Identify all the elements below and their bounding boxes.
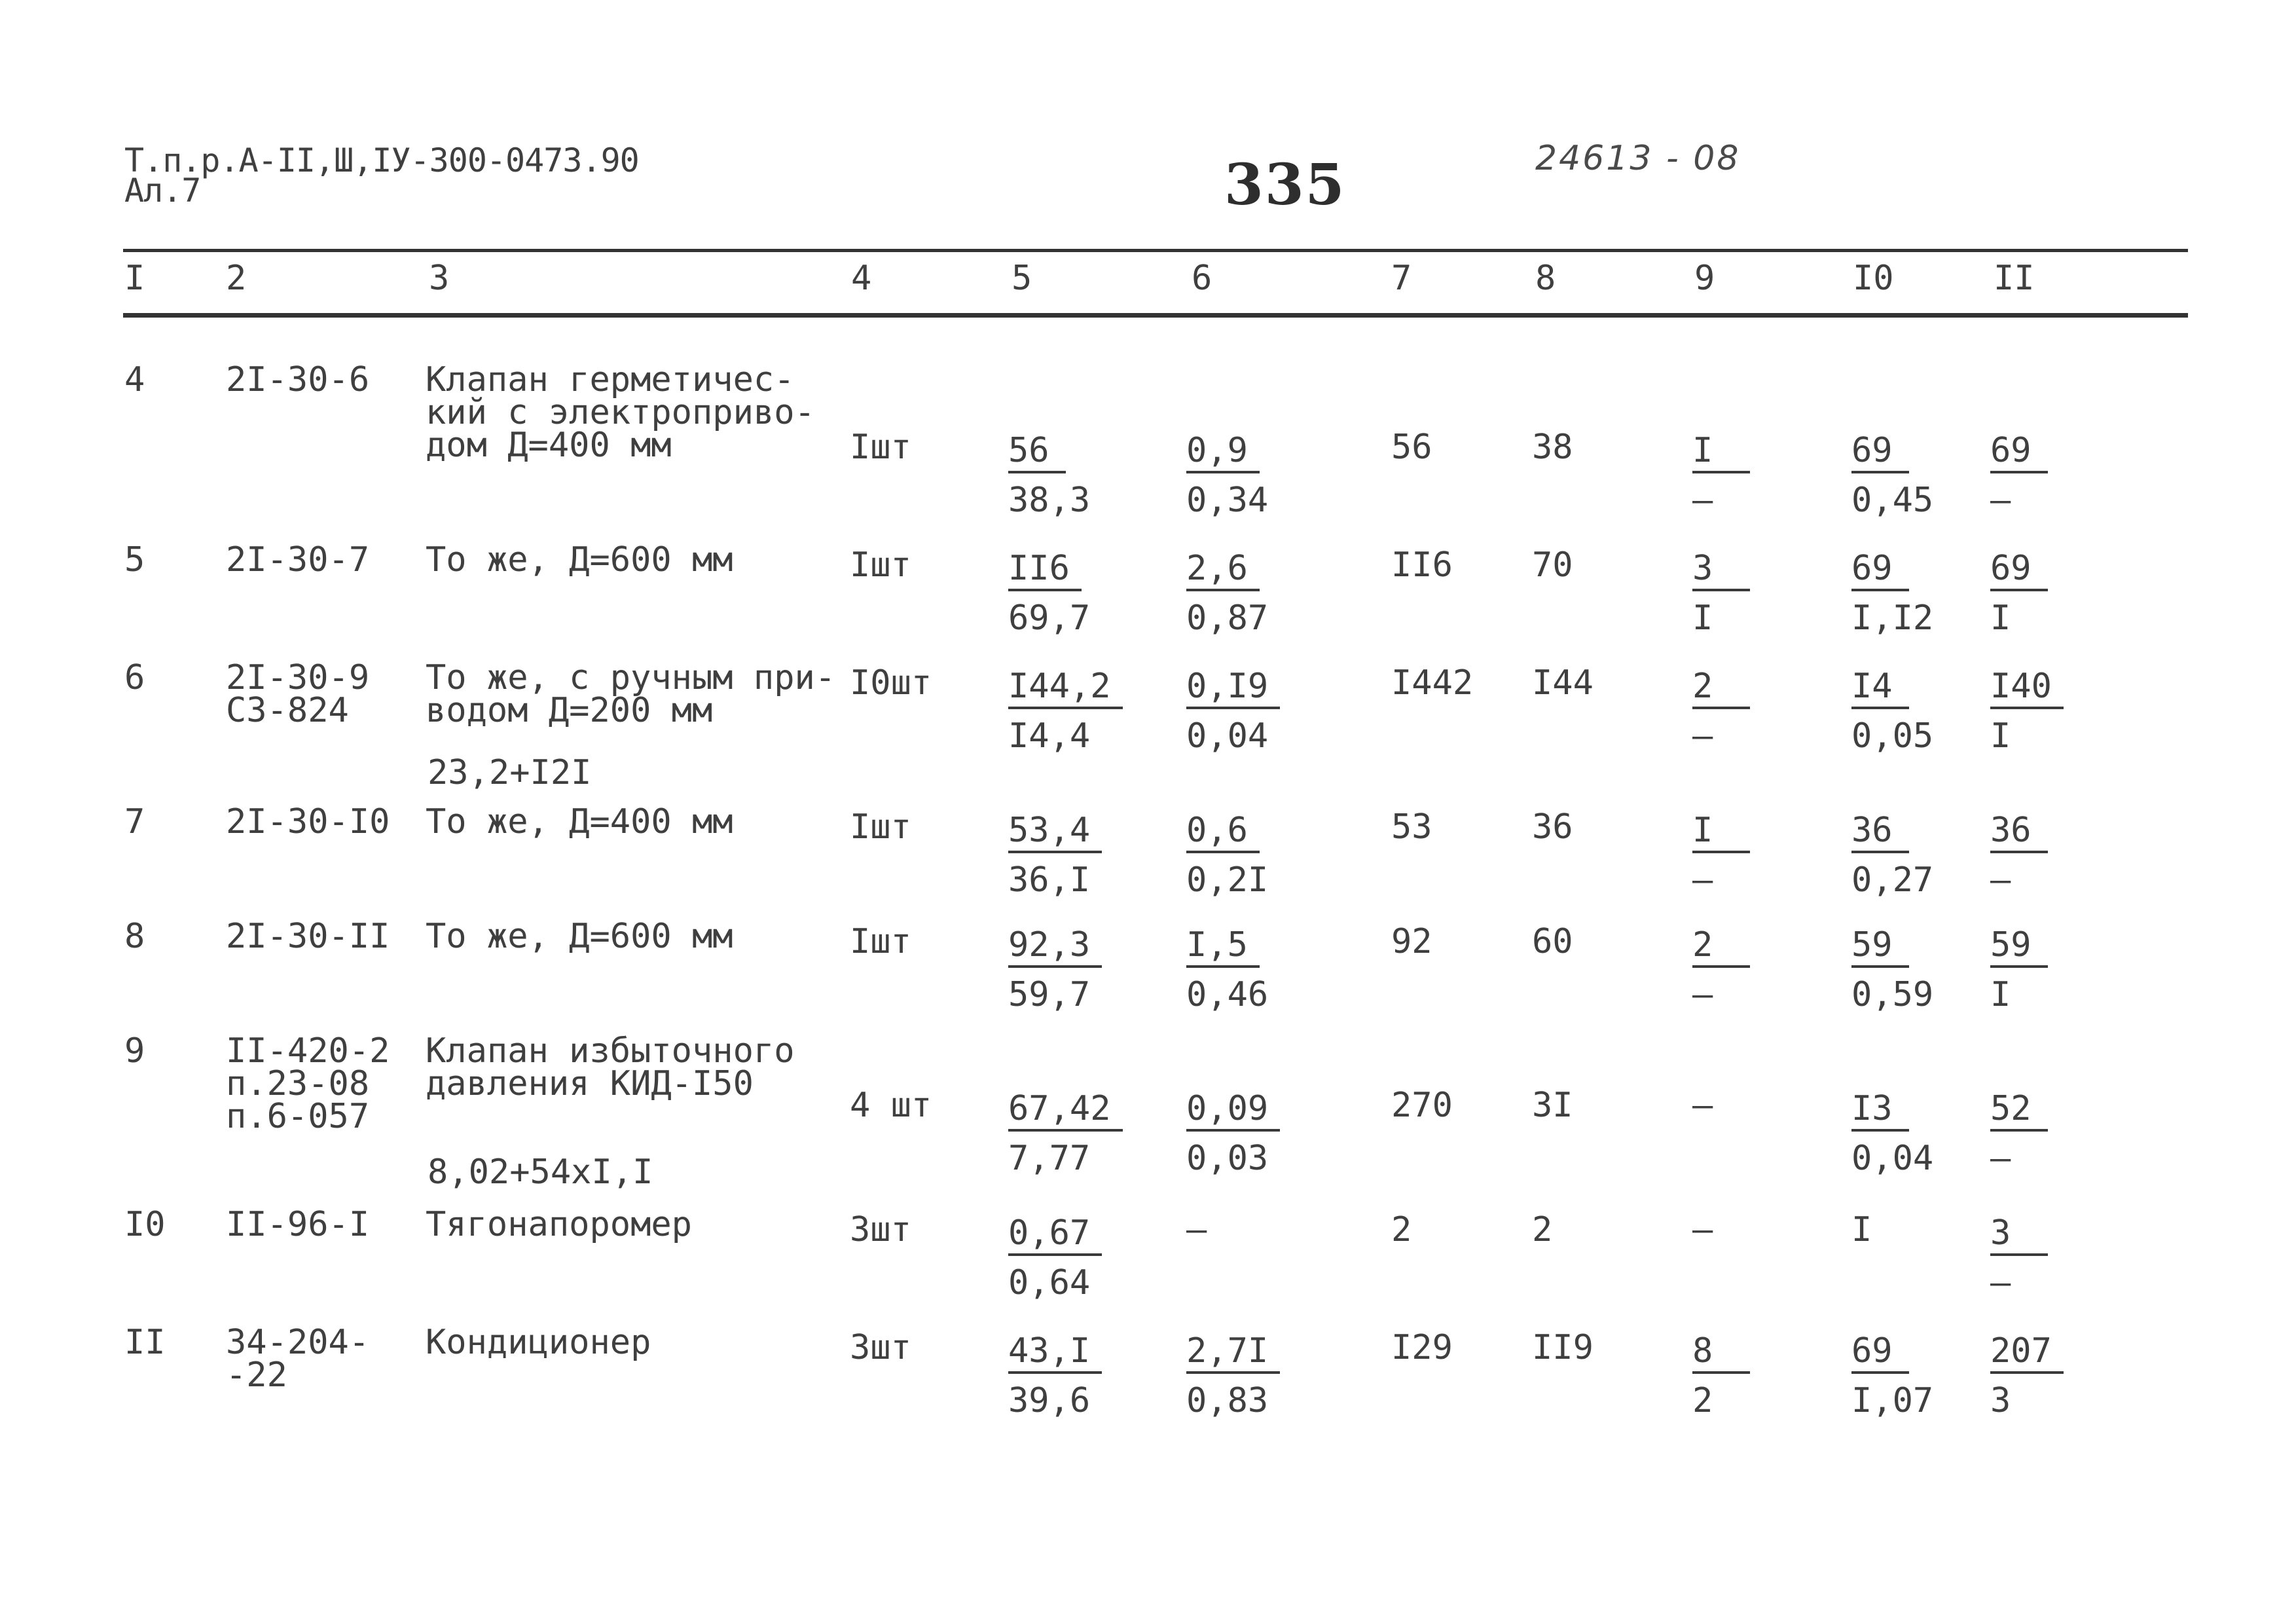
column-header: 4 [851,259,872,298]
fraction-denominator: 0,45 [1851,481,1934,520]
value-c6: – [1186,1210,1207,1249]
item-description: То же, Д=600 мм [426,917,733,956]
fraction-numerator: 207 [1990,1331,2064,1374]
fraction-numerator: II6 [1008,548,1082,591]
fraction-denominator: 0,64 [1008,1263,1091,1302]
fraction-numerator: I4 [1851,666,1909,709]
fraction-numerator: 43,I [1008,1331,1102,1374]
fraction-denominator: 2 [1692,1381,1713,1420]
item-description: Клапан избыточного давления КИД-I50 [426,1031,795,1103]
value-c8: 36 [1532,807,1573,847]
fraction-denominator: 7,77 [1008,1139,1091,1178]
fraction-numerator: 69 [1851,1331,1909,1374]
fraction-denominator: 0,05 [1851,716,1934,756]
fraction-numerator: 59 [1851,925,1909,968]
fraction-denominator: 0,59 [1851,975,1934,1014]
item-description: Клапан герметичес- кий с электроприво- дом Д=400 мм [426,360,815,465]
value-c7: 2 [1391,1210,1412,1249]
column-header: 6 [1192,259,1212,298]
fraction-denominator: I [1692,599,1713,638]
column-header: 3 [429,259,450,298]
fraction-numerator: I,5 [1186,925,1260,968]
column-header: 7 [1391,259,1412,298]
fraction-denominator: I,I2 [1851,599,1934,638]
fraction-numerator: 69 [1851,548,1909,591]
fraction-numerator: I3 [1851,1088,1909,1132]
fraction-numerator: 92,3 [1008,925,1102,968]
fraction-denominator: 0,2I [1186,860,1269,900]
row-number: 8 [124,917,145,956]
fraction-numerator: 59 [1990,925,2048,968]
fraction-denominator: I,07 [1851,1381,1934,1420]
fraction-c10 [1851,1326,1933,1426]
fraction-denominator: 0,83 [1186,1381,1269,1420]
designation: 2I-30-9 С3-824 [226,658,370,730]
fraction-numerator: 2 [1692,666,1750,709]
fraction-denominator: I [1990,975,2011,1014]
fraction-numerator: I40 [1990,666,2064,709]
value-c7: I442 [1391,663,1474,703]
fraction-numerator: 0,67 [1008,1213,1102,1256]
fraction-c11 [1990,920,2048,1020]
fraction-c10 [1851,920,1933,1020]
column-header: II [1994,259,2035,298]
fraction-numerator: 8 [1692,1331,1750,1374]
fraction-c6 [1186,426,1268,525]
fraction-denominator: – [1692,716,1713,756]
fraction-denominator: 39,6 [1008,1381,1091,1420]
fraction-c5 [1008,1208,1102,1308]
value-c8: 38 [1532,428,1573,467]
fraction-numerator: 0,6 [1186,810,1260,853]
fraction-c6 [1186,1084,1280,1183]
page-number: 335 [1224,152,1346,218]
fraction-numerator: I [1692,430,1750,473]
fraction-c10 [1851,805,1933,905]
fraction-denominator: I4,4 [1008,716,1091,756]
fraction-c11 [1990,1326,2064,1426]
value-c8: I44 [1532,663,1594,703]
fraction-numerator: 0,I9 [1186,666,1280,709]
fraction-c6 [1186,920,1268,1020]
fraction-numerator: 69 [1990,430,2048,473]
fraction-denominator: 0,87 [1186,599,1269,638]
value-c7: 270 [1391,1086,1453,1125]
fraction-c9 [1692,661,1750,761]
fraction-c5 [1008,544,1090,643]
fraction-c11 [1990,544,2048,643]
value-c8: 70 [1532,545,1573,585]
fraction-c6 [1186,661,1280,761]
value-c7: 56 [1391,428,1432,467]
fraction-numerator: 67,42 [1008,1088,1123,1132]
fraction-c11 [1990,426,2048,525]
fraction-c5 [1008,1084,1123,1183]
fraction-c9 [1692,426,1750,525]
fraction-c11 [1990,805,2048,905]
fraction-denominator: I [1990,716,2011,756]
quantity: Iшт [850,545,911,585]
column-header: I [124,259,145,298]
item-description: Кондиционер [426,1323,651,1362]
fraction-denominator: 69,7 [1008,599,1091,638]
column-header: 8 [1535,259,1556,298]
fraction-c5 [1008,920,1102,1020]
value-c9: – [1692,1210,1713,1249]
row-number: 9 [124,1031,145,1071]
value-c9: – [1692,1086,1713,1125]
row-number: 7 [124,802,145,841]
column-header: 5 [1011,259,1032,298]
fraction-c9 [1692,1326,1750,1426]
document-code-line1: Т.п.р.А-II,Ш,IУ-300-0473.90 [124,141,639,179]
fraction-denominator: I [1990,599,2011,638]
fraction-c11 [1990,1208,2048,1308]
fraction-denominator: – [1990,860,2011,900]
fraction-numerator: 0,09 [1186,1088,1280,1132]
item-description: То же, Д=600 мм [426,540,733,580]
quantity: Iшт [850,807,911,847]
value-c7: 53 [1391,807,1432,847]
fraction-c5 [1008,661,1123,761]
description-note: 23,2+I2I [428,753,592,792]
document-code [124,141,639,210]
fraction-numerator: 2,6 [1186,548,1260,591]
fraction-numerator: 2 [1692,925,1750,968]
fraction-numerator: 3 [1692,548,1750,591]
fraction-c10 [1851,661,1933,761]
fraction-numerator: 69 [1851,430,1909,473]
fraction-c5 [1008,1326,1102,1426]
table-top-rule [123,249,2188,252]
fraction-numerator: 3 [1990,1213,2048,1256]
fraction-denominator: 38,3 [1008,481,1091,520]
fraction-numerator: 2,7I [1186,1331,1280,1374]
fraction-c11 [1990,661,2064,761]
designation: 2I-30-6 [226,360,370,399]
fraction-denominator: – [1692,860,1713,900]
row-number: 6 [124,658,145,697]
value-c8: 60 [1532,922,1573,961]
fraction-c10 [1851,1084,1933,1183]
fraction-denominator: – [1692,975,1713,1014]
handwritten-reference: 24613 - 08 [1535,139,1741,178]
fraction-denominator: 0,04 [1851,1139,1934,1178]
column-header: I0 [1853,259,1894,298]
quantity: 3шт [850,1210,911,1249]
fraction-denominator: 0,03 [1186,1139,1269,1178]
item-description: То же, с ручным при- водом Д=200 мм [426,658,836,730]
value-c10: I [1851,1210,1872,1249]
fraction-numerator: 0,9 [1186,430,1260,473]
item-description: То же, Д=400 мм [426,802,733,841]
fraction-denominator: 0,34 [1186,481,1269,520]
column-header: 2 [226,259,247,298]
row-number: 5 [124,540,145,580]
value-c8: 3I [1532,1086,1573,1125]
fraction-denominator: 36,I [1008,860,1091,900]
fraction-c5 [1008,426,1090,525]
quantity: Iшт [850,428,911,467]
designation: II-96-I [226,1205,370,1244]
fraction-c5 [1008,805,1102,905]
item-description: Тягонапоромер [426,1205,692,1244]
row-number: 4 [124,360,145,399]
value-c7: 92 [1391,922,1432,961]
row-number: I0 [124,1205,166,1244]
fraction-numerator: 36 [1851,810,1909,853]
value-c7: II6 [1391,545,1453,585]
fraction-c11 [1990,1084,2048,1183]
table-header-rule [123,313,2188,318]
fraction-denominator: 3 [1990,1381,2011,1420]
description-note: 8,02+54хI,I [428,1153,653,1192]
fraction-c9 [1692,805,1750,905]
fraction-c6 [1186,1326,1280,1426]
fraction-c10 [1851,544,1933,643]
fraction-denominator: 59,7 [1008,975,1091,1014]
value-c8: II9 [1532,1328,1594,1367]
fraction-numerator: 53,4 [1008,810,1102,853]
fraction-denominator: – [1990,1263,2011,1302]
fraction-denominator: – [1990,1139,2011,1178]
fraction-numerator: I44,2 [1008,666,1123,709]
fraction-numerator: 69 [1990,548,2048,591]
fraction-denominator: 0,27 [1851,860,1934,900]
row-number: II [124,1323,166,1362]
fraction-c6 [1186,544,1268,643]
value-c7: I29 [1391,1328,1453,1367]
designation: 34-204- -22 [226,1323,370,1395]
fraction-numerator: 52 [1990,1088,2048,1132]
fraction-denominator: – [1692,481,1713,520]
quantity: 4 шт [850,1086,932,1125]
fraction-c6 [1186,805,1268,905]
designation: 2I-30-II [226,917,390,956]
fraction-numerator: 56 [1008,430,1066,473]
value-c8: 2 [1532,1210,1553,1249]
quantity: Iшт [850,922,911,961]
designation: II-420-2 п.23-08 п.6-057 [226,1031,390,1136]
fraction-denominator: – [1990,481,2011,520]
column-header: 9 [1694,259,1715,298]
fraction-c10 [1851,426,1933,525]
fraction-numerator: I [1692,810,1750,853]
fraction-denominator: 0,46 [1186,975,1269,1014]
designation: 2I-30-I0 [226,802,390,841]
quantity: 3шт [850,1328,911,1367]
designation: 2I-30-7 [226,540,370,580]
quantity: I0шт [850,663,932,703]
document-code-line2: Ал.7 [124,172,201,210]
fraction-c9 [1692,920,1750,1020]
fraction-numerator: 36 [1990,810,2048,853]
fraction-c9 [1692,544,1750,643]
fraction-denominator: 0,04 [1186,716,1269,756]
